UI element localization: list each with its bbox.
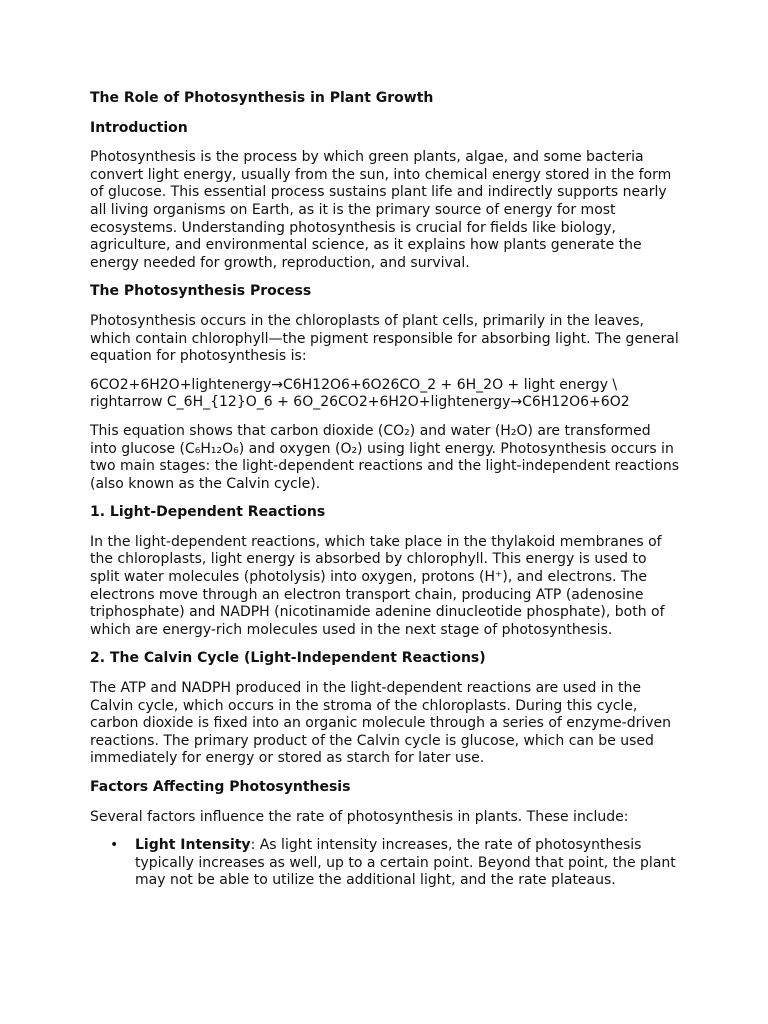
factors-heading: Factors Affecting Photosynthesis [90,779,351,795]
process-paragraph: Photosynthesis occurs in the chloroplasts of plant cells, primarily in the leaves, which contain chlorophyll—the pigment responsible for absorbing light. The general equation for photosynthesis is: [90,312,679,365]
document-title: The Role of Photosynthesis in Plant Growth [90,90,434,106]
calvin-cycle-paragraph: The ATP and NADPH produced in the light-dependent reactions are used in the Calvin cycle, which occurs in the stroma of the chloroplasts. During this cycle, carbon dioxide is fixed into an organic molecule through a series of enzyme-driven reactions. The primary product of the Calvin cycle is glucose, which can be used immediately for energy or stored as starch for later use. [90,680,672,767]
factors-list [90,837,680,890]
equation-explanation-paragraph: This equation shows that carbon dioxide (CO₂) and water (H₂O) are transformed into glucose (C₆H₁₂O₆) and oxygen (O₂) using light energy. Photosynthesis occurs in two main stages: the light-dependent reactions and the light-independent reactions (also known as the Calvin cycle). [90,422,679,492]
photosynthesis-equation: 6CO2+6H2O+lightenergy→C6H12O6+6O26CO_2 + 6H_2O + light energy \ rightarrow C_6H_{12}O_6 + 6O_26CO2+6H2O+lightenergy→C6H12O6+6O2 [90,376,630,411]
introduction-paragraph: Photosynthesis is the process by which green plants, algae, and some bacteria convert light energy, usually from the sun, into chemical energy stored in the form of glucose. This essential process sustains plant life and indirectly supports nearly all living organisms on Earth, as it is the primary source of energy for most ecosystems. Understanding photosynthesis is crucial for fields like biology, agriculture, and environmental science, as it explains how plants generate the energy needed for growth, reproduction, and survival. [90,149,672,271]
bullet-term: Light Intensity [135,837,251,854]
light-dependent-paragraph: In the light-dependent reactions, which take place in the thylakoid membranes of the chloroplasts, light energy is absorbed by chlorophyll. This energy is used to split water molecules (photolysis) into oxygen, protons (H⁺), and electrons. The electrons move through an electron transport chain, producing ATP (adenosine triphosphate) and NADPH (nicotinamide adenine dinucleotide phosphate), both of which are energy-rich molecules used in the next stage of photosynthesis. [90,533,665,638]
bullet-marker: • [110,837,119,854]
calvin-cycle-heading: 2. The Calvin Cycle (Light-Independent Reactions) [90,650,486,667]
process-heading: The Photosynthesis Process [90,283,312,300]
list-item [90,837,680,890]
factors-intro-paragraph: Several factors influence the rate of photosynthesis in plants. These include: [90,808,629,825]
introduction-heading: Introduction [90,119,188,136]
bullet-text: : As light intensity increases, the rate of photosynthesis typically increases as well, up to a certain point. Beyond that point, the plant may not be able to utilize the additional light, and the rate plateaus. [135,837,676,889]
light-dependent-heading: 1. Light-Dependent Reactions [90,504,326,521]
document-page [90,90,680,890]
